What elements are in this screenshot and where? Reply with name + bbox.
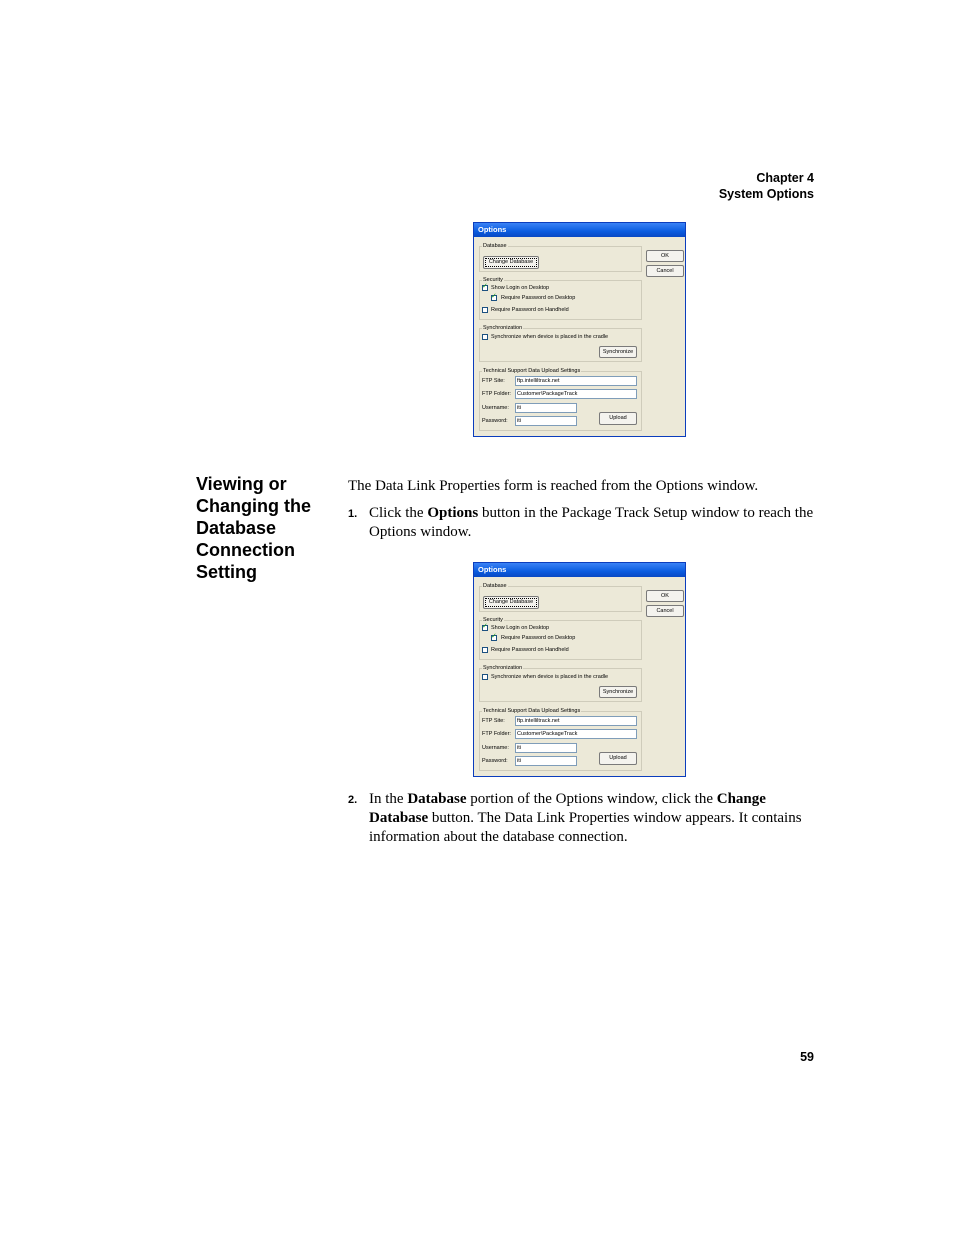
ftp-site-label: FTP Site: (482, 378, 505, 384)
section-heading: Viewing or Changing the Database Connection Setting (196, 474, 311, 582)
step-2 (348, 790, 814, 847)
step-2-number: 2. (348, 794, 358, 806)
cancel-button[interactable]: Cancel (646, 265, 684, 277)
require-password-desktop-checkbox[interactable] (491, 295, 497, 301)
synchronization-group-label: Synchronization (483, 665, 523, 671)
show-login-checkbox[interactable] (482, 285, 488, 291)
password-label: Password: (482, 418, 508, 424)
database-group-label: Database (483, 243, 507, 249)
show-login-label: Show Login on Desktop (491, 625, 550, 631)
ftp-site-input[interactable]: ftp.intelliltrack.net (515, 716, 637, 726)
tech-support-group-label: Technical Support Data Upload Settings (483, 368, 581, 374)
intro-paragraph: The Data Link Properties form is reached from the Options window. (348, 478, 759, 494)
synchronize-button[interactable]: Synchronize (599, 346, 637, 358)
ftp-site-label: FTP Site: (482, 718, 505, 724)
cancel-button[interactable]: Cancel (646, 605, 684, 617)
ftp-folder-label: FTP Folder: (482, 731, 511, 737)
password-input[interactable]: iti (515, 416, 577, 426)
synchronize-cradle-label: Synchronize when device is placed in the cradle (491, 334, 609, 340)
require-password-handheld-label: Require Password on Handheld (491, 307, 569, 313)
password-label: Password: (482, 758, 508, 764)
options-dialog-screenshot-2 (473, 562, 686, 777)
step-1-number: 1. (348, 508, 358, 520)
page-number: 59 (800, 1050, 814, 1064)
change-database-button[interactable]: Change Database (483, 256, 539, 269)
require-password-handheld-label: Require Password on Handheld (491, 647, 569, 653)
chapter-header: Chapter 4 (756, 171, 814, 185)
step-1 (348, 504, 814, 542)
username-label: Username: (482, 405, 509, 411)
require-password-desktop-label: Require Password on Desktop (501, 295, 576, 301)
upload-button[interactable]: Upload (599, 412, 637, 425)
ok-button[interactable]: OK (646, 250, 684, 262)
require-password-desktop-checkbox[interactable] (491, 635, 497, 641)
change-database-button[interactable]: Change Database (483, 596, 539, 609)
show-login-label: Show Login on Desktop (491, 285, 550, 291)
dialog-title: Options (474, 563, 685, 577)
tech-support-group-label: Technical Support Data Upload Settings (483, 708, 581, 714)
password-input[interactable]: iti (515, 756, 577, 766)
require-password-desktop-label: Require Password on Desktop (501, 635, 576, 641)
ftp-folder-input[interactable]: Customer\PackageTrack (515, 389, 637, 399)
synchronization-group-label: Synchronization (483, 325, 523, 331)
ftp-folder-label: FTP Folder: (482, 391, 511, 397)
ftp-folder-input[interactable]: Customer\PackageTrack (515, 729, 637, 739)
ftp-site-input[interactable]: ftp.intelliltrack.net (515, 376, 637, 386)
username-input[interactable]: iti (515, 403, 577, 413)
require-password-handheld-checkbox[interactable] (482, 307, 488, 313)
upload-button[interactable]: Upload (599, 752, 637, 765)
options-dialog-screenshot-1 (473, 222, 686, 437)
username-label: Username: (482, 745, 509, 751)
section-header: System Options (718, 187, 814, 201)
dialog-title: Options (474, 223, 685, 237)
synchronize-cradle-checkbox[interactable] (482, 334, 488, 340)
step-2-text: In the Database portion of the Options window, click the Change Database button. The Data Link Properties window appears. It contains information about the database connection. (369, 791, 802, 845)
synchronize-cradle-label: Synchronize when device is placed in the cradle (491, 674, 609, 680)
require-password-handheld-checkbox[interactable] (482, 647, 488, 653)
username-input[interactable]: iti (515, 743, 577, 753)
step-1-text: Click the Options button in the Package Track Setup window to reach the Options window. (369, 505, 814, 540)
synchronize-button[interactable]: Synchronize (599, 686, 637, 698)
security-group-label: Security (483, 277, 503, 283)
ok-button[interactable]: OK (646, 590, 684, 602)
synchronize-cradle-checkbox[interactable] (482, 674, 488, 680)
show-login-checkbox[interactable] (482, 625, 488, 631)
database-group-label: Database (483, 583, 507, 589)
security-group-label: Security (483, 617, 503, 623)
